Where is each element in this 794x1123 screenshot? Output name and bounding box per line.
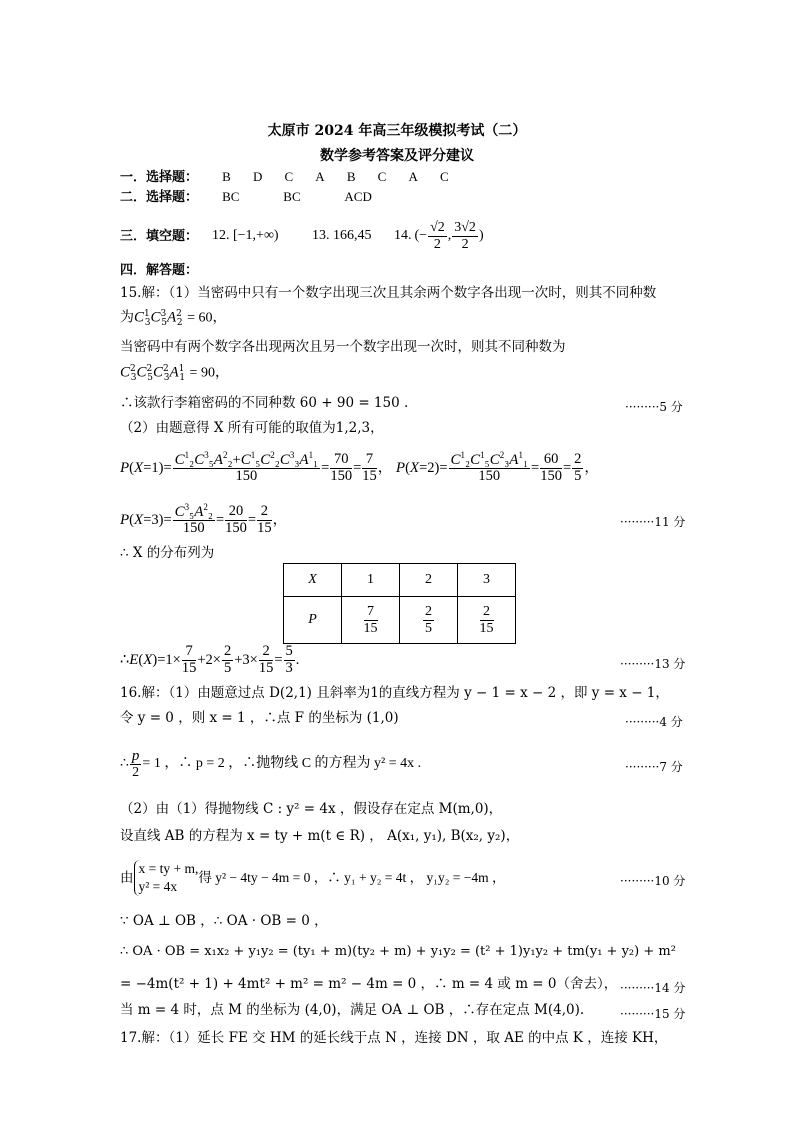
section-label: 一．选择题： [120, 170, 199, 185]
page-title: 太原市 2024 年高三年级模拟考试（二） [267, 123, 527, 139]
section-label: 三．填空题： [120, 228, 199, 244]
score-mark: ·········4 分 [625, 715, 683, 729]
q16-line9: = −4m(t² + 1) + 4mt² + m² = m² − 4m = 0 ，∴ m = 4 或 m = 0（舍去）， [120, 976, 618, 992]
answer: C [439, 169, 449, 184]
answer: BC [222, 189, 240, 204]
q17-line1: 17.解：（1）延长 FE 交 HM 的延长线于点 N ，连接 DN ，取 AE 的中点 K ，连接 KH， [120, 1030, 668, 1046]
equation-system: x = ty + m, y² = 4x [134, 860, 199, 896]
table-header-cell: 1 [342, 564, 400, 597]
score-mark: ·········10 分 [620, 874, 686, 888]
p1-numerator: 7 [362, 452, 377, 469]
fill-answer-12: 12. [−1,+∞) [212, 228, 279, 243]
q15-intro: 15.解：（1）当密码中只有一个数字出现三次且其余两个数字各出现一次时，则其不同种数 [120, 285, 657, 301]
q16-line7: ∵ OA ⊥ OB ，∴ OA · OB = 0 ， [120, 913, 328, 929]
score-mark: ·········14 分 [620, 981, 686, 995]
fill-answer-14: (− $\frac{√2}{2}$ , $\frac{3√2}{2}$ ) [414, 220, 484, 252]
q15-dist-label: ∴ X 的分布列为 [120, 545, 215, 561]
table-header-cell: 3 [458, 564, 516, 597]
table-cell: $\frac{7}{15}$ [342, 597, 400, 644]
distribution-table [283, 563, 516, 644]
answer: B [346, 169, 356, 184]
answer: A [408, 169, 418, 184]
table-cell: $\frac{2}{5}$ [400, 597, 458, 644]
q16-line5: 设直线 AB 的方程为 x = ty + m(t ∈ R) ， A(x₁, y₁), B(x₂, y₂)， [120, 828, 520, 844]
q16-line3: ∴ $\frac{p}{2}$ = 1 ，∴ p = 2 ，∴抛物线 C 的方程为 y² = 4x . [120, 747, 422, 781]
fill-answer-13: 13. 166,45 [312, 228, 372, 243]
answer: BC [283, 189, 301, 204]
score-mark: ·········11 分 [620, 515, 686, 529]
q15-expectation: ∴ E ( X )=1× $\frac{7}{15}$ +2× $\frac{2}{5}$ +3× $\frac{2}{15}$ = $\frac{5}{3}$ . [120, 642, 300, 676]
score-mark: ·········7 分 [625, 760, 683, 774]
p1-denominator: 15 [362, 467, 377, 484]
q16-line8: ∴ OA · OB = x₁x₂ + y₁y₂ = (ty₁ + m)(ty₂ + m) + y₁y₂ = (t² + 1)y₁y₂ + tm(y₁ + y₂) + m² [120, 944, 676, 959]
fill-in-row [120, 219, 484, 253]
fill-answer-14-label: 14. [394, 228, 412, 243]
section-label: 二．选择题： [120, 190, 199, 205]
answer: B [222, 169, 231, 184]
score-mark: ·········5 分 [625, 400, 683, 414]
q16-line1: 16.解：（1）由题意过点 D(2,1) 且斜率为1的直线方程为 y − 1 = x − 2 ，即 y = x − 1， [120, 685, 669, 701]
q15-line5: ∴该款行李箱密码的不同种数 60 + 90 = 150 . [120, 395, 409, 411]
table-cell: $\frac{2}{15}$ [458, 597, 516, 644]
table-row-label: P [284, 597, 342, 644]
table-header-cell: X [284, 564, 342, 597]
page-subtitle: 数学参考答案及评分建议 [320, 148, 474, 164]
multiple-choice-row-2 [120, 190, 372, 204]
answer: ACD [344, 189, 372, 204]
q15-probabilities-1: P ( X =1)= $\frac{C^1_2C^3_5A^2_2+C^1_5C^2_2C^3_3A^1_1}{150}$ = $\frac{70}{150}$ = $\frac{7}{15}$ ， P ( X =2)= $\frac{C^1_2C^1_5C^2_3A^1_1}{150}$ = $\frac{60}{150}$ = $\frac{2}{5}$ ， [120, 449, 599, 485]
score-mark: ·········13 分 [620, 657, 686, 671]
q15-line4: $C^2_3C^2_5C^2_3A^1_1 = 90$， [120, 364, 229, 384]
section-label: 四．解答题： [120, 263, 199, 278]
answer: D [252, 169, 263, 184]
q15-probabilities-2: P ( X =3)= $\frac{C^3_5A^2_2}{150}$ = $\frac{20}{150}$ = $\frac{2}{15}$ ， [120, 501, 288, 537]
score-mark: ·········15 分 [620, 1007, 686, 1021]
q15-line3: 当密码中有两个数字各出现两次且另一个数字出现一次时，则其不同种数为 [120, 339, 566, 355]
answer: C [377, 169, 387, 184]
answer: C [284, 169, 294, 184]
q16-line4: （2）由（1）得抛物线 C : y² = 4x ，假设存在定点 M(m,0)， [120, 801, 503, 817]
multiple-choice-row-1 [120, 170, 467, 184]
q15-line2: 为$C^1_3C^3_5A^2_2 = 60$， [120, 309, 227, 329]
q15-line6: （2）由题意得 X 所有可能的取值为1,2,3， [120, 420, 384, 436]
q16-line2: 令 y = 0 ，则 x = 1 ，∴点 F 的坐标为 (1,0) [120, 710, 399, 726]
answer: A [315, 169, 325, 184]
q16-line10: 当 m = 4 时，点 M 的坐标为 (4,0)，满足 OA ⊥ OB ，∴存在定点 M(4,0). [120, 1002, 585, 1018]
table-header-cell: 2 [400, 564, 458, 597]
q16-line6: 由 x = ty + m, y² = 4x 得 y² − 4ty − 4m = 0 ，∴ y₁ + y₂ = 4t ， y₁y₂ = −4m ， [120, 855, 506, 901]
